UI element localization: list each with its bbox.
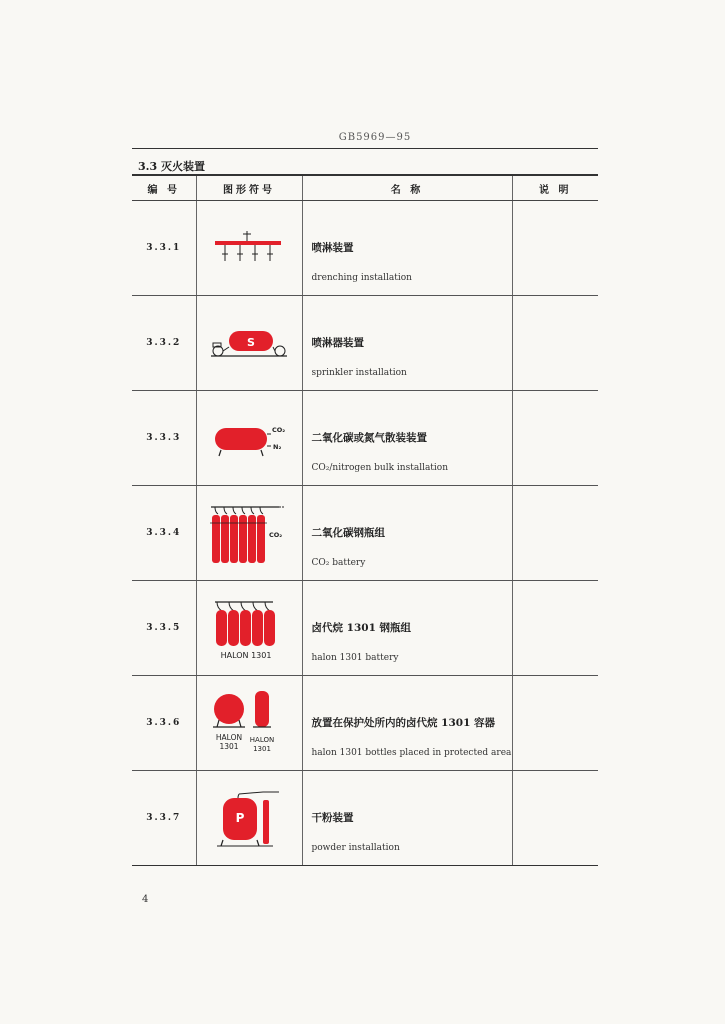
notes-cell bbox=[512, 486, 598, 581]
sprinkler-installation-symbol bbox=[209, 325, 289, 361]
symbol-label: P bbox=[235, 811, 245, 825]
notes-cell bbox=[512, 581, 598, 676]
table-row bbox=[132, 771, 598, 866]
standard-code: GB5969—95 bbox=[338, 132, 412, 143]
table-row bbox=[132, 296, 598, 391]
symbol-label: HALON bbox=[215, 733, 243, 742]
halon-battery-symbol bbox=[209, 596, 289, 660]
column-header-name: 名 称 bbox=[302, 175, 512, 201]
section-title: 3.3 灭火装置 bbox=[138, 160, 205, 173]
column-header-number: 编 号 bbox=[132, 175, 196, 201]
co2-battery-symbol bbox=[209, 501, 289, 565]
symbol-label: N₂ bbox=[273, 443, 282, 451]
table-row bbox=[132, 486, 598, 581]
column-header-notes: 说 明 bbox=[512, 175, 598, 201]
table-header-row bbox=[132, 175, 598, 201]
name-english: powder installation bbox=[311, 842, 400, 853]
drenching-installation-symbol bbox=[213, 228, 285, 268]
name-english: drenching installation bbox=[311, 272, 412, 283]
symbol-label: 1301 bbox=[253, 745, 271, 753]
name-chinese: 干粉装置 bbox=[311, 811, 354, 824]
name-english: sprinkler installation bbox=[311, 367, 407, 378]
row-number: 3.3.7 bbox=[132, 771, 196, 866]
halon-bottles-symbol bbox=[209, 687, 289, 759]
name-english: halon 1301 bottles placed in protected area bbox=[311, 747, 512, 758]
column-header-symbol: 图形符号 bbox=[196, 175, 302, 201]
name-chinese: 放置在保护处所内的卤代烷 1301 容器 bbox=[311, 716, 496, 729]
co2-nitrogen-bulk-symbol bbox=[209, 418, 289, 458]
symbol-label: S bbox=[247, 336, 255, 349]
name-english: CO₂ battery bbox=[311, 557, 366, 568]
symbol-label: CO₂ bbox=[272, 426, 286, 434]
table-row bbox=[132, 676, 598, 771]
row-number: 3.3.6 bbox=[132, 676, 196, 771]
page-number: 4 bbox=[142, 894, 149, 905]
header-rule bbox=[132, 148, 598, 149]
row-number: 3.3.2 bbox=[132, 296, 196, 391]
notes-cell bbox=[512, 676, 598, 771]
table-row bbox=[132, 391, 598, 486]
row-number: 3.3.5 bbox=[132, 581, 196, 676]
name-chinese: 喷淋器装置 bbox=[311, 336, 364, 349]
table-row bbox=[132, 581, 598, 676]
row-number: 3.3.4 bbox=[132, 486, 196, 581]
name-chinese: 喷淋装置 bbox=[311, 241, 354, 254]
row-number: 3.3.1 bbox=[132, 201, 196, 296]
symbol-label: HALON bbox=[249, 736, 275, 744]
name-chinese: 二氧化碳钢瓶组 bbox=[311, 526, 385, 539]
symbol-label: HALON 1301 bbox=[220, 651, 272, 660]
symbol-label: CO₂ bbox=[269, 531, 283, 539]
symbol-table bbox=[132, 174, 598, 866]
notes-cell bbox=[512, 771, 598, 866]
name-chinese: 二氧化碳或氮气散装装置 bbox=[311, 431, 427, 444]
name-english: halon 1301 battery bbox=[311, 652, 399, 663]
notes-cell bbox=[512, 201, 598, 296]
row-number: 3.3.3 bbox=[132, 391, 196, 486]
notes-cell bbox=[512, 391, 598, 486]
name-chinese: 卤代烷 1301 钢瓶组 bbox=[311, 621, 412, 634]
notes-cell bbox=[512, 296, 598, 391]
table-row bbox=[132, 201, 598, 296]
symbol-label: 1301 bbox=[219, 742, 239, 751]
name-english: CO₂/nitrogen bulk installation bbox=[311, 462, 449, 473]
powder-installation-symbol bbox=[209, 786, 289, 850]
